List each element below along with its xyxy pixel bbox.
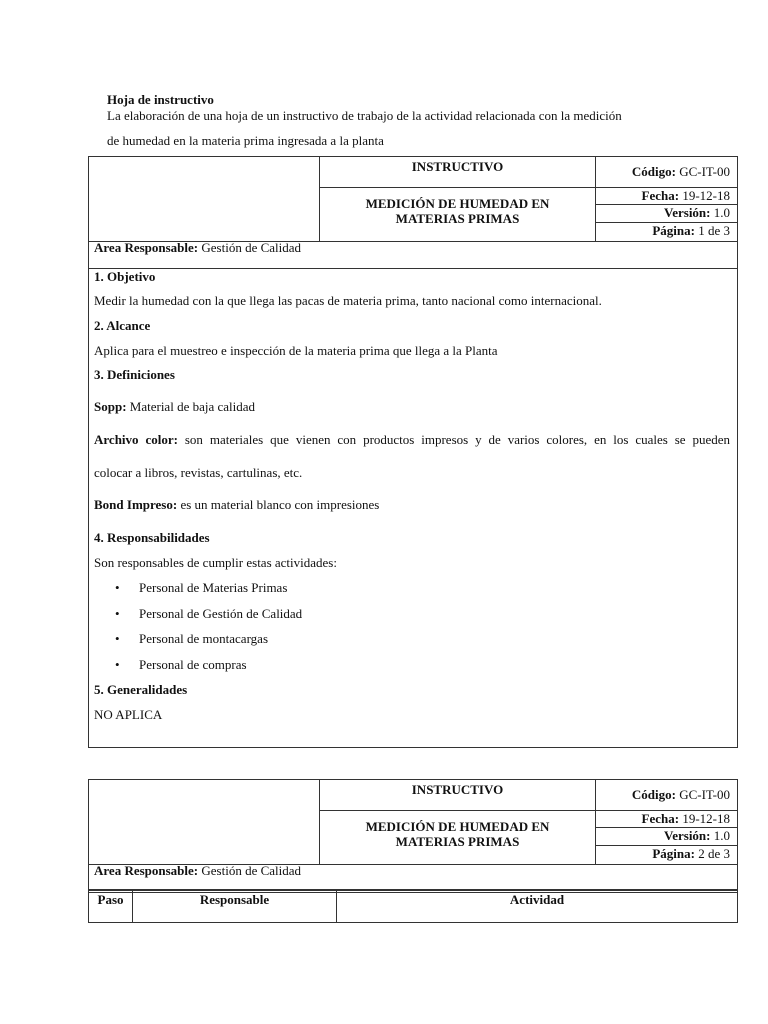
definition-sopp-text: Material de baja calidad bbox=[129, 399, 256, 414]
instructivo-title-line1: MEDICIÓN DE HUMEDAD EN bbox=[365, 819, 550, 834]
pagina-field bbox=[596, 846, 730, 862]
version-field bbox=[596, 828, 730, 844]
definition-bond-text: es un material blanco con impresiones bbox=[180, 497, 380, 512]
instructivo-title bbox=[320, 819, 595, 849]
fecha-label: Fecha: bbox=[641, 811, 680, 826]
instructivo-label: INSTRUCTIVO bbox=[411, 782, 504, 797]
header-table-1 bbox=[88, 156, 738, 269]
bullet-icon: • bbox=[115, 580, 120, 595]
version-value: 1.0 bbox=[713, 828, 730, 843]
codigo-field bbox=[596, 787, 730, 803]
definition-sopp bbox=[94, 399, 255, 415]
section-objetivo-text: Medir la humedad con la que llega las pacas de materia prima, tanto nacional como internacional. bbox=[94, 293, 602, 308]
pagina-label: Página: bbox=[652, 846, 695, 861]
instructivo-title bbox=[320, 196, 595, 226]
pagina-field bbox=[596, 223, 730, 239]
definition-archivo-label: Archivo color: bbox=[94, 432, 178, 447]
fecha-field bbox=[596, 188, 730, 204]
section-generalidades-title: 5. Generalidades bbox=[94, 682, 188, 697]
section-responsabilidades-text: Son responsables de cumplir estas actividades: bbox=[94, 555, 337, 570]
instructivo-title-line2: MATERIAS PRIMAS bbox=[395, 211, 520, 226]
pagina-label: Página: bbox=[652, 223, 695, 238]
intro-text-line1: La elaboración de una hoja de un instructivo de trabajo de la actividad relacionada con la medición bbox=[107, 108, 622, 123]
definition-bond-label: Bond Impreso: bbox=[94, 497, 178, 512]
version-label: Versión: bbox=[664, 828, 711, 843]
col-responsable: Responsable bbox=[199, 892, 270, 907]
list-item: Personal de compras bbox=[139, 657, 247, 672]
section-generalidades-text: NO APLICA bbox=[94, 707, 163, 722]
version-label: Versión: bbox=[664, 205, 711, 220]
list-item: Personal de Gestión de Calidad bbox=[139, 606, 303, 621]
instructivo-title-line1: MEDICIÓN DE HUMEDAD EN bbox=[365, 196, 550, 211]
definition-bond bbox=[94, 497, 379, 513]
pagina-value: 1 de 3 bbox=[698, 223, 730, 238]
codigo-label: Código: bbox=[631, 164, 676, 179]
section-responsabilidades-title: 4. Responsabilidades bbox=[94, 530, 210, 545]
col-paso: Paso bbox=[97, 892, 124, 907]
area-responsable bbox=[94, 240, 301, 256]
codigo-value: GC-IT-00 bbox=[679, 164, 730, 179]
definition-archivo-text-line2: colocar a libros, revistas, cartulinas, etc. bbox=[94, 465, 303, 480]
section-alcance-title: 2. Alcance bbox=[94, 318, 151, 333]
codigo-label: Código: bbox=[631, 787, 676, 802]
area-label: Area Responsable: bbox=[94, 240, 199, 255]
col-actividad: Actividad bbox=[509, 892, 565, 907]
bullet-icon: • bbox=[115, 631, 120, 646]
fecha-value: 19-12-18 bbox=[682, 188, 730, 203]
area-label: Area Responsable: bbox=[94, 863, 199, 878]
codigo-value: GC-IT-00 bbox=[679, 787, 730, 802]
bullet-icon: • bbox=[115, 606, 120, 621]
bullet-icon: • bbox=[115, 657, 120, 672]
steps-table-header bbox=[88, 889, 738, 923]
section-definiciones-title: 3. Definiciones bbox=[94, 367, 175, 382]
list-item: Personal de montacargas bbox=[139, 631, 268, 646]
section-objetivo-title: 1. Objetivo bbox=[94, 269, 156, 284]
pagina-value: 2 de 3 bbox=[698, 846, 730, 861]
list-item: Personal de Materias Primas bbox=[139, 580, 288, 595]
header-table-2 bbox=[88, 779, 738, 893]
fecha-field bbox=[596, 811, 730, 827]
area-value: Gestión de Calidad bbox=[201, 240, 302, 255]
instructivo-title-line2: MATERIAS PRIMAS bbox=[395, 834, 520, 849]
area-value: Gestión de Calidad bbox=[201, 863, 302, 878]
doc-title: Hoja de instructivo bbox=[107, 92, 214, 107]
instructivo-label: INSTRUCTIVO bbox=[411, 159, 504, 174]
version-value: 1.0 bbox=[713, 205, 730, 220]
area-responsable bbox=[94, 863, 301, 879]
intro-text-line2: de humedad en la materia prima ingresada a la planta bbox=[107, 133, 384, 148]
codigo-field bbox=[596, 164, 730, 180]
fecha-label: Fecha: bbox=[641, 188, 680, 203]
version-field bbox=[596, 205, 730, 221]
section-alcance-text: Aplica para el muestreo e inspección de la materia prima que llega a la Planta bbox=[94, 343, 498, 358]
fecha-value: 19-12-18 bbox=[682, 811, 730, 826]
definition-archivo bbox=[94, 432, 730, 448]
definition-archivo-text-line1: son materiales que vienen con productos impresos y de varios colores, en los cuales se pueden bbox=[184, 432, 731, 447]
definition-sopp-label: Sopp: bbox=[94, 399, 127, 414]
